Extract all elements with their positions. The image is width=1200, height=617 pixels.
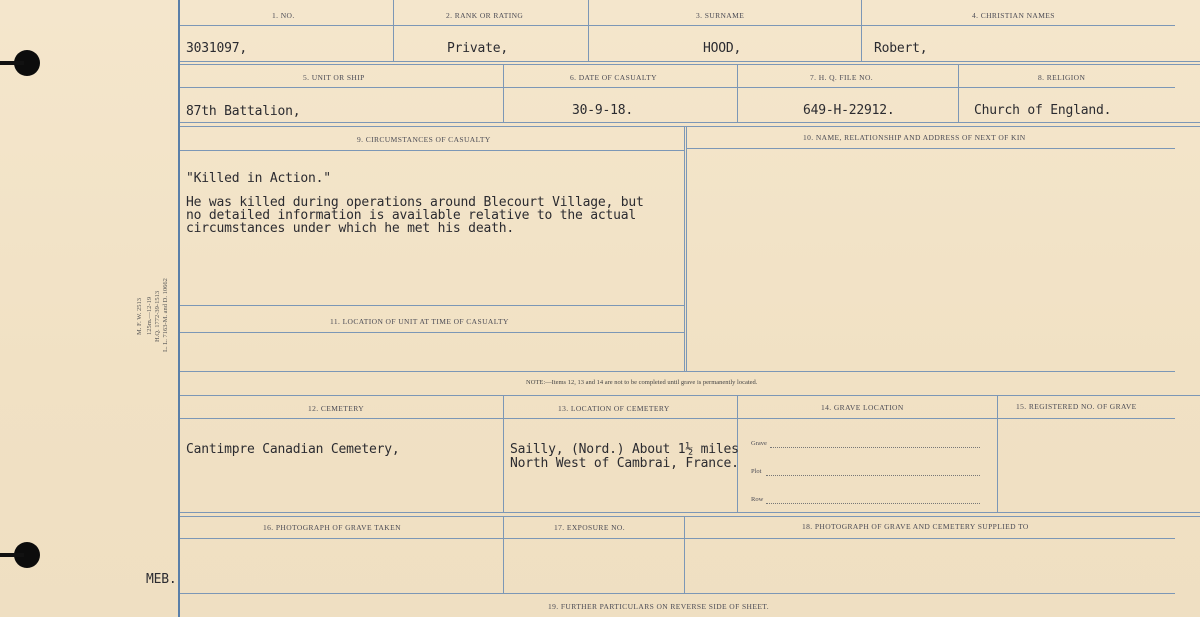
row5-div-3 (997, 395, 998, 513)
plot-line (766, 475, 980, 476)
row1-div-1 (393, 0, 394, 62)
label-rank: 2. RANK OR RATING (446, 11, 524, 20)
row-label: Row (751, 496, 764, 503)
row6-bottom-rule (180, 593, 1175, 594)
row2-div-2 (737, 64, 738, 123)
grave-label: Grave (751, 440, 767, 447)
value-location-cemetery-1: Sailly, (Nord.) About 1½ miles (510, 442, 739, 457)
label-cemetery: 12. CEMETERY (308, 404, 365, 413)
row5-label-rule (180, 418, 1175, 419)
label-date: 6. DATE OF CASUALTY (570, 73, 657, 82)
row3-divider-2 (686, 126, 687, 371)
value-religion: Church of England. (974, 103, 1112, 118)
label-hq-file: 7. H. Q. FILE NO. (810, 73, 874, 82)
value-no: 3031097, (186, 41, 248, 56)
value-christian-names: Robert, (874, 41, 928, 56)
row4-top-rule (180, 305, 685, 306)
value-location-cemetery-2: North West of Cambrai, France. (510, 456, 739, 471)
label-photo-taken: 16. PHOTOGRAPH OF GRAVE TAKEN (263, 523, 401, 532)
side-print-1: M. F. W. 2513 (136, 297, 143, 335)
label-grave-location: 14. GRAVE LOCATION (821, 403, 904, 412)
row4-label-rule (180, 332, 685, 333)
label-exposure: 17. EXPOSURE NO. (554, 523, 625, 532)
label-location-cemetery: 13. LOCATION OF CEMETERY (558, 404, 670, 413)
row2-div-3 (958, 64, 959, 123)
circumstances-line-3: no detailed information is available relative to the actual (186, 208, 636, 223)
row1-bottom-rule (180, 61, 1200, 62)
label-photo-supplied: 18. PHOTOGRAPH OF GRAVE AND CEMETERY SUPPLIED TO (802, 522, 1029, 531)
grave-line (770, 447, 980, 448)
label-registered-no: 15. REGISTERED NO. OF GRAVE (1016, 402, 1137, 411)
label-religion: 8. RELIGION (1038, 73, 1086, 82)
note-text: NOTE:—Items 12, 13 and 14 are not to be completed until grave is permanently located. (526, 379, 758, 386)
punch-hole-bottom-bar (0, 553, 24, 557)
row1-label-rule (180, 25, 1175, 26)
value-date: 30-9-18. (572, 103, 634, 118)
label-unit: 5. UNIT OR SHIP (303, 73, 365, 82)
label-surname: 3. SURNAME (696, 11, 745, 20)
row5-div-1 (503, 395, 504, 513)
row6-div-2 (684, 516, 685, 594)
row2-top-rule (180, 64, 1200, 65)
label-christian-names: 4. CHRISTIAN NAMES (972, 11, 1055, 20)
row1-div-3 (861, 0, 862, 62)
label-location-unit: 11. LOCATION OF UNIT AT TIME OF CASUALTY (330, 317, 509, 326)
value-hq-file: 649-H-22912. (803, 103, 895, 118)
row6-div-1 (503, 516, 504, 594)
label-next-of-kin: 10. NAME, RELATIONSHIP AND ADDRESS OF NEXT OF KIN (803, 133, 1026, 142)
value-cemetery: Cantimpre Canadian Cemetery, (186, 442, 400, 457)
row-line (766, 503, 980, 504)
label-circumstances: 9. CIRCUMSTANCES OF CASUALTY (357, 135, 491, 144)
initials: MEB. (146, 572, 177, 587)
circumstances-line-4: circumstances under which he met his death. (186, 221, 514, 236)
row6-label-rule (180, 538, 1175, 539)
side-print-4: L. L. 7163-M. and D. 10662 (162, 278, 169, 352)
row5-bottom-rule (180, 512, 1200, 513)
row6-top-rule (180, 516, 1200, 517)
punch-hole-top-bar (0, 61, 24, 65)
plot-label: Plot (751, 468, 762, 475)
row3-label-rule-right (686, 148, 1175, 149)
note-top-rule (180, 371, 1175, 372)
row2-bottom-rule (180, 122, 1200, 123)
circumstances-line-2: He was killed during operations around Blecourt Village, but (186, 195, 644, 210)
side-print-2: 125m.—12-19 (146, 296, 153, 335)
row1-div-2 (588, 0, 589, 62)
circumstances-line-1: "Killed in Action." (186, 171, 331, 186)
row2-label-rule (180, 87, 1175, 88)
row3-divider (684, 126, 685, 371)
value-surname: HOOD, (703, 41, 742, 56)
row3-label-rule-left (180, 150, 685, 151)
value-unit: 87th Battalion, (186, 104, 301, 119)
value-rank: Private, (447, 41, 509, 56)
left-border (178, 0, 180, 617)
side-print-3: H.Q. 1772-39-1513 (154, 290, 161, 342)
row5-top-rule (180, 395, 1200, 396)
label-further-particulars: 19. FURTHER PARTICULARS ON REVERSE SIDE OF SHEET. (548, 602, 770, 611)
row3-top-rule (180, 126, 1200, 127)
row2-div-1 (503, 64, 504, 123)
label-no: 1. NO. (272, 11, 295, 20)
